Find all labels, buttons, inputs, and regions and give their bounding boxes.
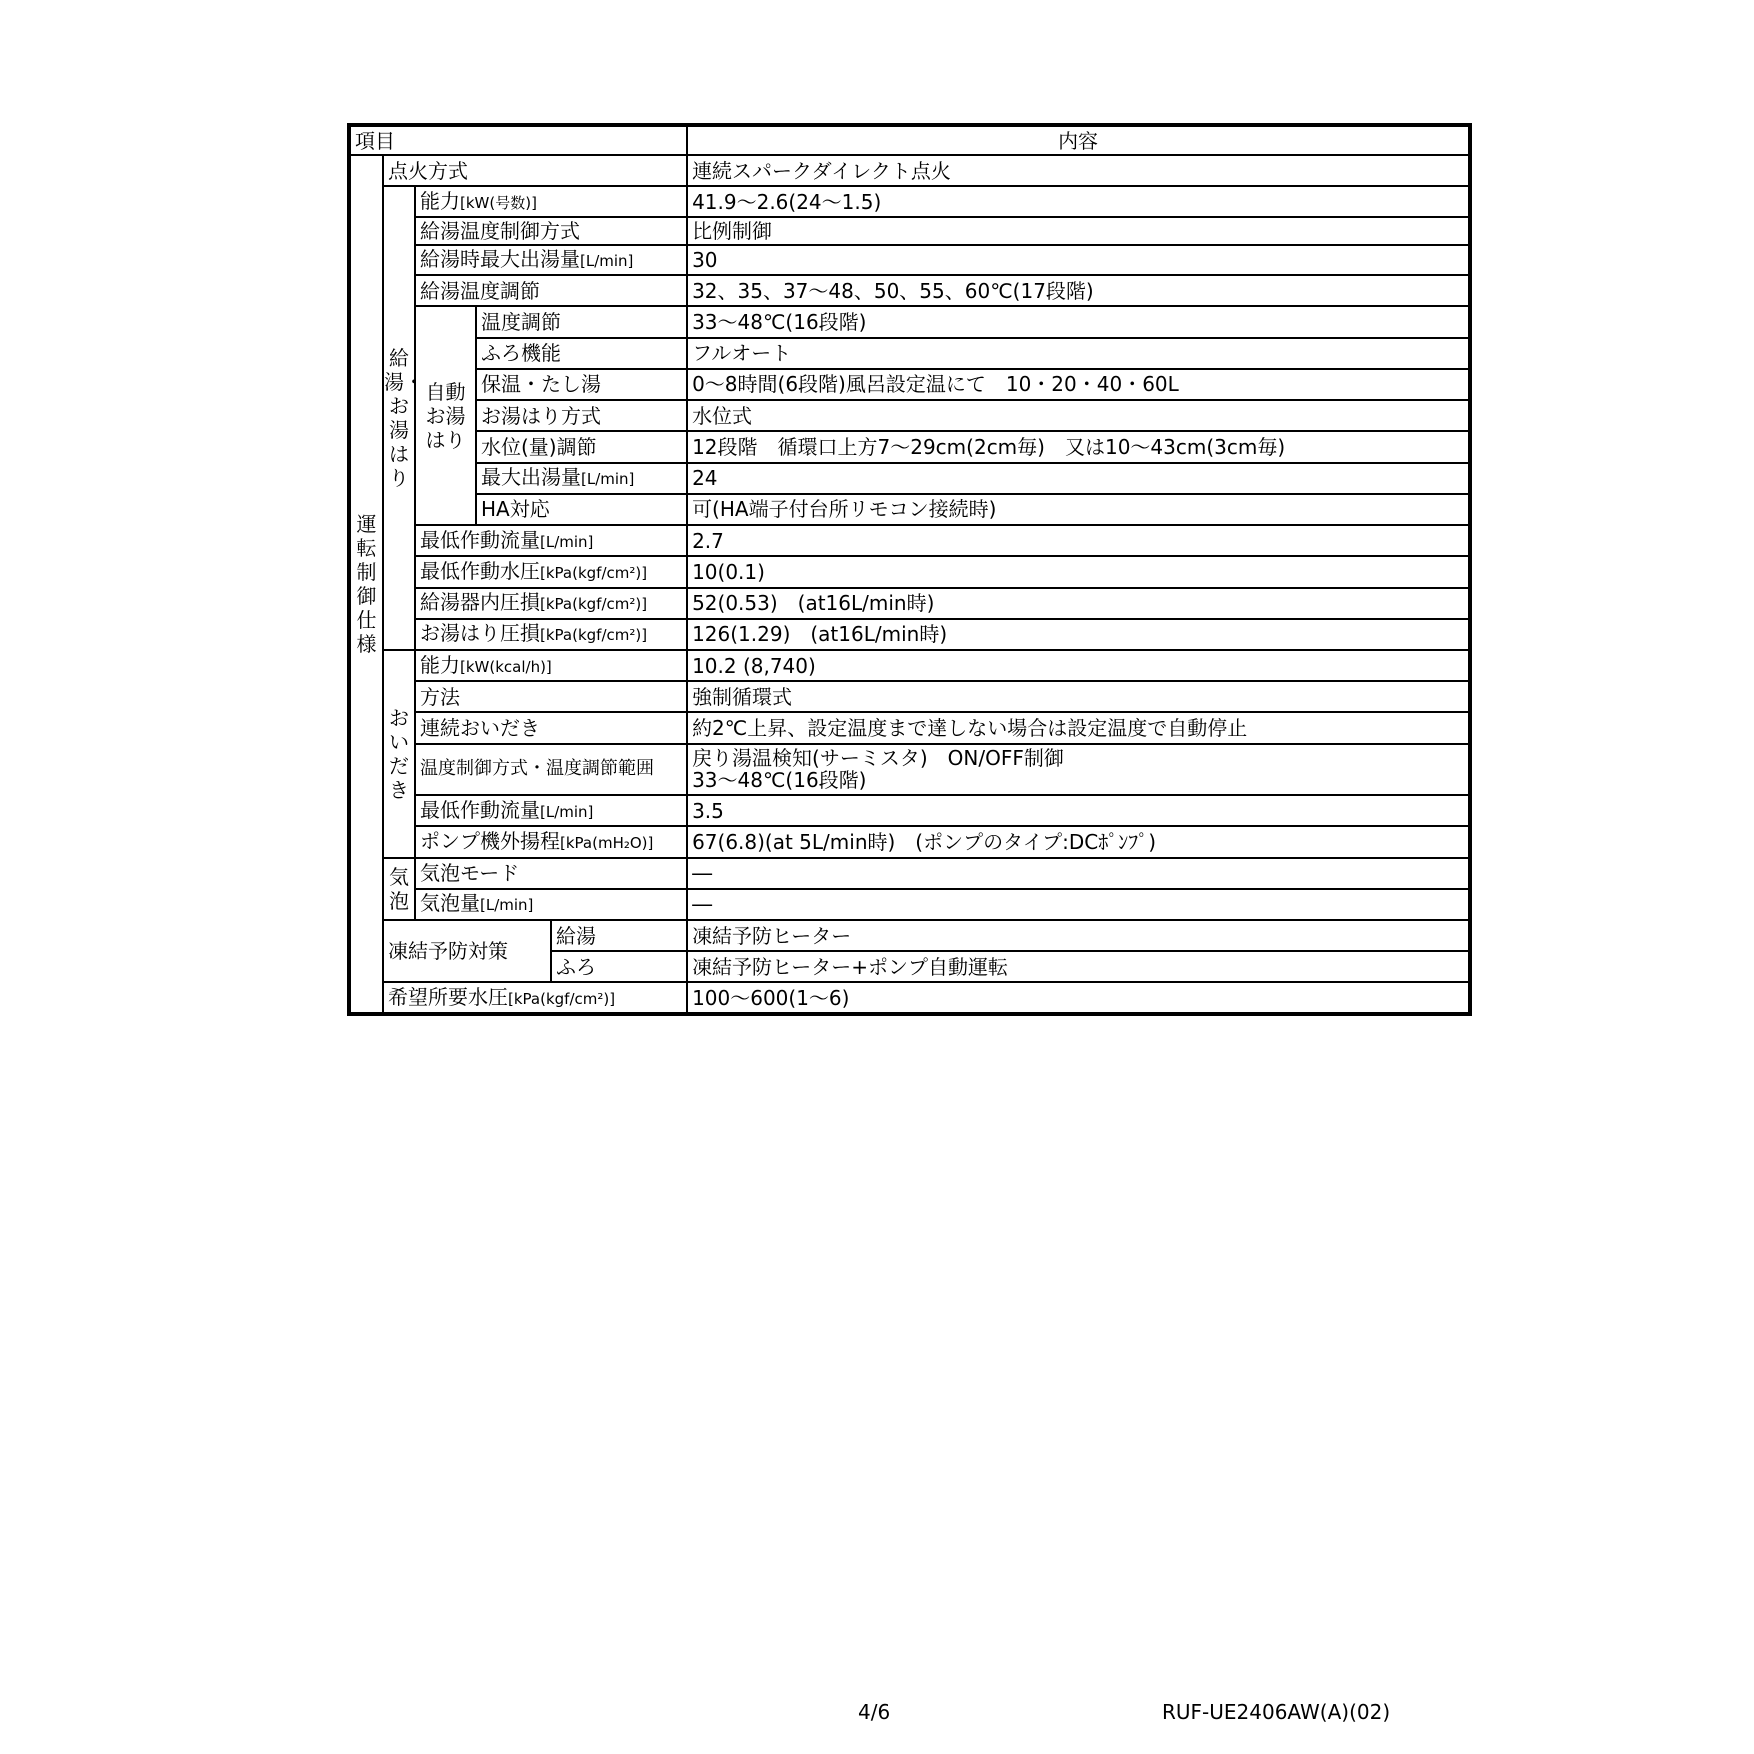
row-label: 能力[kW(kcal/h)] [415, 650, 687, 681]
row-value: 100～600(1～6) [687, 982, 1470, 1014]
row-label: 最低作動流量[L/min] [415, 795, 687, 826]
table-row [349, 245, 1470, 275]
row-value: 32、35、37～48、50、55、60℃(17段階) [687, 275, 1470, 306]
table-row [349, 982, 1470, 1014]
row-label: 気泡モード [415, 858, 687, 889]
row-label: 方法 [415, 681, 687, 712]
table-header-row [349, 125, 1470, 155]
table-row [349, 889, 1470, 920]
row-label: ポンプ機外揚程[kPa(mH₂O)] [415, 826, 687, 857]
page-number: 4/6 [858, 1700, 891, 1724]
table-row [349, 431, 1470, 462]
row-label: 能力[kW(号数)] [415, 186, 687, 216]
table-row [349, 681, 1470, 712]
header-content: 内容 [687, 125, 1470, 155]
row-value: 比例制御 [687, 217, 1470, 245]
table-row [349, 186, 1470, 216]
table-row [349, 463, 1470, 494]
row-label: お湯はり方式 [476, 400, 687, 431]
row-value: 52(0.53) (at16L/min時) [687, 588, 1470, 619]
row-value: 10(0.1) [687, 556, 1470, 587]
row-value: 強制循環式 [687, 681, 1470, 712]
row-value: 凍結予防ヒーター+ポンプ自動運転 [687, 951, 1470, 982]
row-label: 最大出湯量[L/min] [476, 463, 687, 494]
row-label: ふろ [551, 951, 687, 982]
header-item: 項目 [349, 125, 687, 155]
table-row [349, 275, 1470, 306]
row-value: 可(HA端子付台所リモコン接続時) [687, 494, 1470, 525]
row-value: 10.2 (8,740) [687, 650, 1470, 681]
table-row [349, 525, 1470, 556]
row-label: お湯はり圧損[kPa(kgf/cm²)] [415, 619, 687, 650]
table-row [349, 858, 1470, 889]
row-value: 12段階 循環口上方7～29cm(2cm毎) 又は10～43cm(3cm毎) [687, 431, 1470, 462]
row-label: 気泡量[L/min] [415, 889, 687, 920]
group-touketsu: 凍結予防対策 [383, 920, 551, 982]
model-number: RUF-UE2406AW(A)(02) [1162, 1700, 1391, 1724]
row-value: ― [687, 889, 1470, 920]
group-operation: 運転制御仕様 [349, 155, 383, 1014]
row-label: 温度制御方式・温度調節範囲 [415, 744, 687, 795]
table-row [349, 306, 1470, 337]
row-value: 126(1.29) (at16L/min時) [687, 619, 1470, 650]
row-label: 希望所要水圧[kPa(kgf/cm²)] [383, 982, 687, 1014]
row-label: 保温・たし湯 [476, 369, 687, 400]
table-row [349, 744, 1470, 795]
row-value: 41.9～2.6(24～1.5) [687, 186, 1470, 216]
group-oidaki: おいだき [383, 650, 415, 858]
table-row [349, 217, 1470, 245]
group-auto: 自動お湯はり [415, 306, 476, 525]
table-row [349, 920, 1470, 951]
row-value: 67(6.8)(at 5L/min時) (ポンプのタイプ:DCﾎﾟﾝﾌﾟ) [687, 826, 1470, 857]
table-row [349, 494, 1470, 525]
table-row [349, 619, 1470, 650]
row-value: 連続スパークダイレクト点火 [687, 155, 1470, 186]
table-row [349, 588, 1470, 619]
row-label: 給湯温度制御方式 [415, 217, 687, 245]
row-value: 水位式 [687, 400, 1470, 431]
row-label: 最低作動水圧[kPa(kgf/cm²)] [415, 556, 687, 587]
row-label: HA対応 [476, 494, 687, 525]
row-label: 水位(量)調節 [476, 431, 687, 462]
row-label: ふろ機能 [476, 338, 687, 369]
row-value: 30 [687, 245, 1470, 275]
row-label: 最低作動流量[L/min] [415, 525, 687, 556]
row-value: 24 [687, 463, 1470, 494]
table-row [349, 650, 1470, 681]
row-value: フルオート [687, 338, 1470, 369]
row-value: 戻り湯温検知(サーミスタ) ON/OFF制御 33～48℃(16段階) [687, 744, 1470, 795]
row-value: 0～8時間(6段階)風呂設定温にて 10・20・40・60L [687, 369, 1470, 400]
row-value: 凍結予防ヒーター [687, 920, 1470, 951]
row-value: 3.5 [687, 795, 1470, 826]
table-row [349, 712, 1470, 743]
row-label: 給湯 [551, 920, 687, 951]
row-label: 点火方式 [383, 155, 687, 186]
row-label: 給湯時最大出湯量[L/min] [415, 245, 687, 275]
row-label: 連続おいだき [415, 712, 687, 743]
row-value: 33～48℃(16段階) [687, 306, 1470, 337]
table-row [349, 400, 1470, 431]
table-row [349, 556, 1470, 587]
row-label: 給湯器内圧損[kPa(kgf/cm²)] [415, 588, 687, 619]
table-row [349, 338, 1470, 369]
row-label: 温度調節 [476, 306, 687, 337]
row-value: 2.7 [687, 525, 1470, 556]
group-kyuto: 給湯・お湯はり [383, 186, 415, 650]
table-row [349, 369, 1470, 400]
table-row [349, 826, 1470, 857]
table-row [349, 155, 1470, 186]
row-value: 約2℃上昇、設定温度まで達しない場合は設定温度で自動停止 [687, 712, 1470, 743]
row-value: ― [687, 858, 1470, 889]
table-row [349, 795, 1470, 826]
row-label: 給湯温度調節 [415, 275, 687, 306]
spec-table [347, 123, 1472, 1016]
group-kihou: 気泡 [383, 858, 415, 920]
